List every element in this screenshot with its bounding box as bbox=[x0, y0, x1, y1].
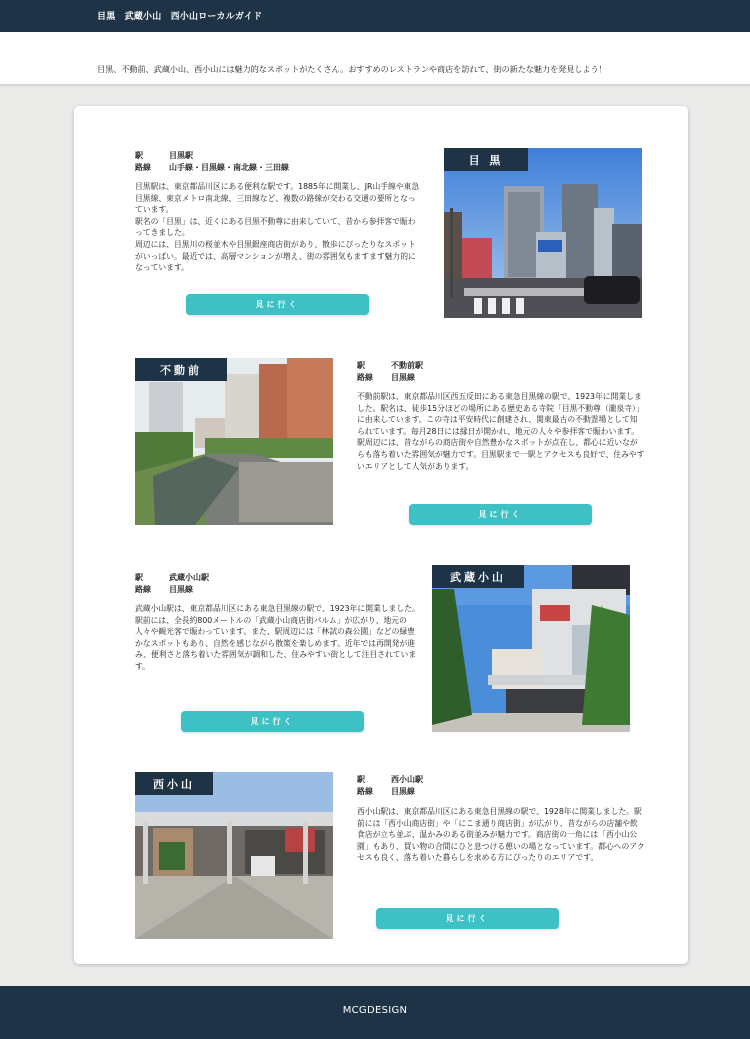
musashikoyama-station-image bbox=[432, 565, 630, 732]
station-info-nishikoyama bbox=[357, 774, 423, 798]
station-key: 駅 bbox=[135, 151, 143, 160]
description-paragraph: 駅名の「目黒」は、近くにある目黒不動尊に由来していて、昔から参拝客で賑わってきました。 bbox=[135, 216, 416, 238]
description-paragraph: 周辺には、目黒川の桜並木や目黒銀座商店街があり、散歩にぴったりなスポットがいっぱい。最近では、高層マンションが増え、街の雰囲気もますます魅力的になっています。 bbox=[135, 239, 416, 273]
station-info-fudomae bbox=[357, 360, 423, 384]
description-paragraph: 駅周辺には、昔ながらの商店街や自然豊かなスポットが点在し、都心に近いながらも落ち着いた雰囲気が魅力です。目黒駅まで一駅とアクセスも良好で、住みやすいエリアとして人気があります。 bbox=[357, 438, 645, 471]
station-description-musashikoyama bbox=[135, 603, 420, 673]
station-info-meguro bbox=[135, 150, 289, 174]
line-names: 山手線・目黒線・南北線・三田線 bbox=[169, 163, 289, 172]
station-key: 駅 bbox=[135, 573, 143, 582]
description-paragraph: 西小山駅は、東京都品川区にある東急目黒線の駅で、1928年に開業しました。駅前には「西小山商店街」や「にこま通り商店街」が広がり、昔ながらの店舗や飲食店が立ち並ぶ、温かみのある街並みが魅力です。商店街の一角には「西小山公園」もあり、買い物の合間にひと息つける憩いの場となっています。都心へのアクセスも良く、落ち着いた暮らしを求める方にぴったりのエリアです。 bbox=[357, 807, 645, 863]
station-tag-fudomae: 不動前 bbox=[135, 358, 227, 381]
line-key: 路線 bbox=[357, 373, 373, 382]
line-names: 目黒線 bbox=[391, 373, 415, 382]
footer-credit: MCGDESIGN bbox=[342, 1005, 408, 1016]
station-photo-musashikoyama bbox=[432, 565, 630, 732]
footer bbox=[0, 986, 750, 1039]
station-photo-nishikoyama bbox=[135, 772, 333, 939]
station-description-fudomae bbox=[357, 391, 645, 472]
description-paragraph: 目黒駅は、東京都品川区にある便利な駅です。1885年に開業し、JR山手線や東急目黒線、東京メトロ南北線、三田線など、複数の路線が交わる交通の要所となっています。 bbox=[135, 182, 420, 215]
visit-button-fudomae[interactable]: 見に行く bbox=[409, 504, 592, 525]
top-navbar bbox=[0, 0, 750, 32]
description-paragraph: 武蔵小山駅は、東京都品川区にある東急目黒線の駅で、1923年に開業しました。駅前には、全長約800メートルの「武蔵小山商店街パルム」が広がり、地元の人々や観光客で賑わっています。また、駅周辺には「林試の森公園」などの緑豊かなスポットもあり、自然を感じながら散策を楽しめます。近年では再開発が進み、便利さと落ち着いた雰囲気が調和した、住みやすい街として注目されています。 bbox=[135, 604, 420, 671]
station-tag-meguro: 目 黒 bbox=[444, 148, 528, 171]
line-key: 路線 bbox=[357, 787, 373, 796]
stations-card bbox=[74, 106, 688, 964]
description-paragraph: 不動前駅は、東京都品川区西五反田にある東急目黒線の駅で、1923年に開業しました。駅名は、徒歩15分ほどの場所にある歴史ある寺院「目黒不動尊（瀧泉寺）」に由来しています。この寺は平安時代に創建され、関東最古の不動霊場として知られています。毎月28日には縁日が開かれ、地元の人々や参拝客で賑わいます。 bbox=[357, 392, 644, 436]
station-name: 不動前駅 bbox=[391, 361, 423, 370]
station-description-nishikoyama bbox=[357, 806, 645, 864]
meguro-street-image bbox=[444, 148, 642, 318]
station-description-meguro bbox=[135, 181, 420, 274]
line-names: 目黒線 bbox=[391, 787, 415, 796]
station-name: 目黒駅 bbox=[169, 151, 193, 160]
visit-button-musashikoyama[interactable]: 見に行く bbox=[181, 711, 364, 732]
intro-text: 目黒、不動前、武蔵小山、西小山には魅力的なスポットがたくさん。おすすめのレストランや商店を訪れて、街の新たな魅力を発見しよう！ bbox=[97, 64, 607, 74]
station-tag-nishikoyama: 西小山 bbox=[135, 772, 213, 795]
station-tag-musashikoyama: 武蔵小山 bbox=[432, 565, 524, 588]
station-key: 駅 bbox=[357, 775, 365, 784]
station-photo-fudomae bbox=[135, 358, 333, 525]
line-key: 路線 bbox=[135, 163, 151, 172]
station-photo-meguro bbox=[444, 148, 642, 318]
fudomae-river-image bbox=[135, 358, 333, 525]
line-names: 目黒線 bbox=[169, 585, 193, 594]
nishikoyama-arcade-image bbox=[135, 772, 333, 939]
station-name: 武蔵小山駅 bbox=[169, 573, 209, 582]
visit-button-meguro[interactable]: 見に行く bbox=[186, 294, 369, 315]
station-name: 西小山駅 bbox=[391, 775, 423, 784]
site-title[interactable]: 目黒 武蔵小山 西小山ローカルガイド bbox=[97, 12, 263, 22]
station-info-musashikoyama bbox=[135, 572, 209, 596]
visit-button-nishikoyama[interactable]: 見に行く bbox=[376, 908, 559, 929]
station-key: 駅 bbox=[357, 361, 365, 370]
line-key: 路線 bbox=[135, 585, 151, 594]
intro-banner bbox=[0, 32, 750, 85]
